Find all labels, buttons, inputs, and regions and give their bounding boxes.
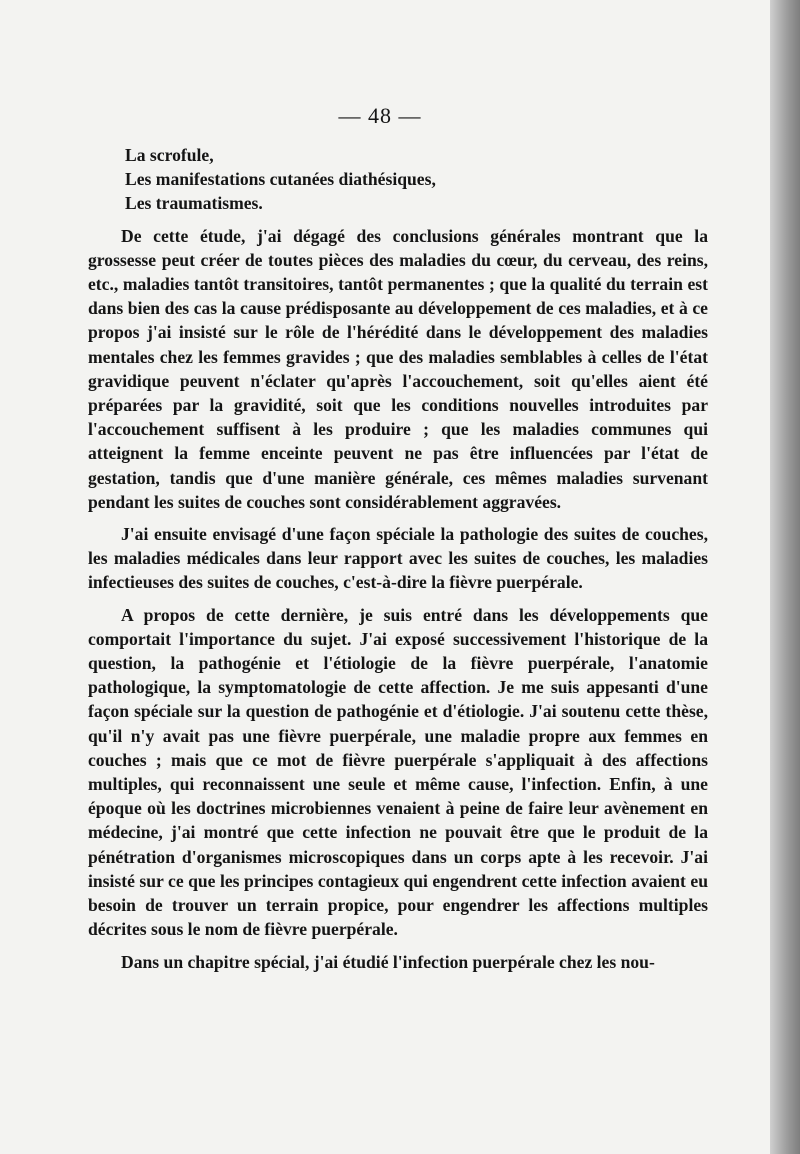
paragraph-infection-chapter: Dans un chapitre spécial, j'ai étudié l'infection puerpérale chez les nou-: [121, 951, 655, 972]
body-text: [88, 143, 708, 982]
paragraph-pathology: J'ai ensuite envisagé d'une façon spéciale la pathologie des suites de couches, les maladies médicales dans leur rapport avec les suites de couches, les maladies infectieuses des suites de couches, c'est-à-dire la fièvre puerpérale.: [88, 524, 708, 593]
list-item: La scrofule,: [125, 145, 214, 165]
paragraph-conclusions: De cette étude, j'ai dégagé des conclusions générales montrant que la grossesse peut créer de toutes pièces des maladies du cœur, du cerveau, des reins, etc., maladies tantôt transitoires, tantôt permanentes ; que la qualité du terrain est dans bien des cas la cause prédisposante au développement de ces maladies, et à ce propos j'ai insisté sur le rôle de l'hérédité dans le développement des maladies mentales chez les femmes gravides ; que des maladies semblables à celles de l'état gravidique peuvent n'éclater qu'après l'accouchement, soit qu'elles aient été préparées par la gravidité, soit que les conditions nouvelles introduites par l'accouchement suffisent à les produire ; que les maladies communes qui atteignent la femme enceinte peuvent ne pas être influencées par l'état de gestation, tandis que d'une manière générale, ces mêmes maladies survenant pendant les suites de couches sont considérablement aggravées.: [88, 225, 708, 512]
page-edge-shadow: [770, 0, 800, 1154]
condition-list: [88, 143, 708, 216]
page-number: — 48 —: [338, 103, 422, 128]
list-item: Les traumatismes.: [125, 193, 263, 214]
paragraph-puerperal-fever: A propos de cette dernière, je suis entré dans les développements que comportait l'importance du sujet. J'ai exposé successivement l'historique de la question, la pathogénie et l'étiologie de la fièvre puerpérale, l'anatomie pathologique, la symptomatologie de cette affection. Je me suis appesanti d'une façon spéciale sur la question de pathogénie et d'étiologie. J'ai soutenu cette thèse, qu'il n'y avait pas une fièvre puerpérale, une maladie propre aux femmes en couches ; mais que ce mot de fièvre puerpérale s'appliquait à des affections multiples, qui reconnaissent une seule et même cause, l'infection. Enfin, à une époque où les doctrines microbiennes venaient à peine de faire leur avènement en médecine, j'ai montré que cette infection ne pouvait être que le produit de la pénétration d'organismes microscopiques dans un corps apte à les recevoir. J'ai insisté sur ce que les principes contagieux qui engendrent cette infection avaient eu besoin de trouver un terrain propice, pour engendrer les affections multiples décrites sous le nom de fièvre puerpérale.: [88, 604, 708, 940]
list-item: Les manifestations cutanées diathésiques,: [125, 169, 436, 190]
